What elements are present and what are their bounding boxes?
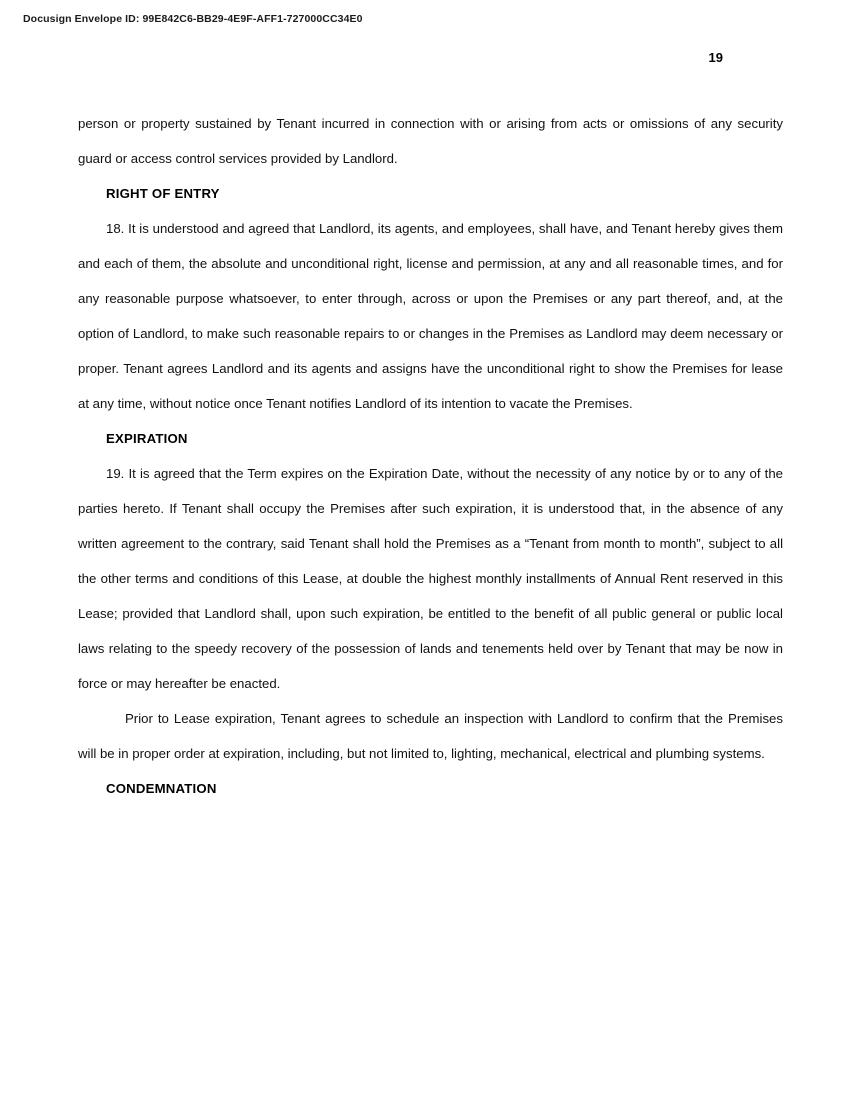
heading-right-of-entry: RIGHT OF ENTRY	[106, 186, 220, 201]
document-body	[78, 106, 783, 806]
heading-expiration: EXPIRATION	[106, 431, 188, 446]
clause-18-right-of-entry: 18. It is understood and agreed that Landlord, its agents, and employees, shall have, and Tenant hereby gives them and each of them, the absolute and unconditional right, license and permission, at any and all reasonable times, and for any reasonable purpose whatsoever, to enter through, across or upon the Premises or any part thereof, and, at the option of Landlord, to make such reasonable repairs to or changes in the Premises as Landlord may deem necessary or proper. Tenant agrees Landlord and its agents and assigns have the unconditional right to show the Premises for lease at any time, without notice once Tenant notifies Landlord of its intention to vacate the Premises.	[78, 221, 783, 411]
clause-19-followup-inspection: Prior to Lease expiration, Tenant agrees to schedule an inspection with Landlord to confirm that the Premises will be in proper order at expiration, including, but not limited to, lighting, mechanical, electrical and plumbing systems.	[78, 711, 783, 761]
docusign-envelope-id: Docusign Envelope ID: 99E842C6-BB29-4E9F-AFF1-727000CC34E0	[23, 13, 363, 25]
paragraph-continued: person or property sustained by Tenant incurred in connection with or arising from acts or omissions of any security guard or access control services provided by Landlord.	[78, 116, 783, 166]
heading-condemnation: CONDEMNATION	[106, 781, 217, 796]
page-number: 19	[708, 50, 723, 65]
clause-19-expiration: 19. It is agreed that the Term expires on the Expiration Date, without the necessity of any notice by or to any of the parties hereto. If Tenant shall occupy the Premises after such expiration, it is understood that, in the absence of any written agreement to the contrary, said Tenant shall hold the Premises as a “Tenant from month to month”, subject to all the other terms and conditions of this Lease, at double the highest monthly installments of Annual Rent reserved in this Lease; provided that Landlord shall, upon such expiration, be entitled to the benefit of all public general or public local laws relating to the speedy recovery of the possession of lands and tenements held over by Tenant that may be now in force or may hereafter be enacted.	[78, 466, 783, 691]
